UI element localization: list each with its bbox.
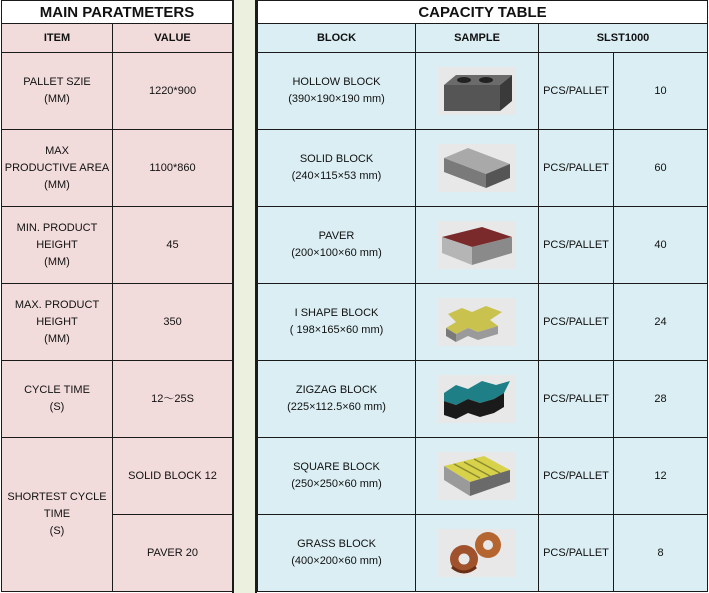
- block-sample: [416, 284, 539, 361]
- param-item: MAX PRODUCTIVE AREA (MM): [2, 130, 113, 207]
- zigzag-block-icon: [438, 375, 516, 423]
- solid-block-icon: [438, 144, 516, 192]
- param-value: 12～25S: [113, 361, 233, 438]
- quantity: 28: [614, 361, 708, 438]
- block-sample: [416, 130, 539, 207]
- block-name: ZIGZAG BLOCK (225×112.5×60 mm): [258, 361, 416, 438]
- main-parameters-table: [1, 0, 233, 592]
- block-sample: [416, 53, 539, 130]
- table-row: [258, 130, 708, 207]
- param-value: 1220*900: [113, 53, 233, 130]
- quantity: 40: [614, 207, 708, 284]
- table-row: [258, 361, 708, 438]
- unit-label: PCS/PALLET: [539, 438, 614, 515]
- quantity: 10: [614, 53, 708, 130]
- table-row: [258, 53, 708, 130]
- header-block: BLOCK: [258, 24, 416, 53]
- hollow-block-icon: [438, 67, 516, 115]
- grass-block-icon: [438, 529, 516, 577]
- param-value: 350: [113, 284, 233, 361]
- header-value: VALUE: [113, 24, 233, 53]
- block-name: HOLLOW BLOCK (390×190×190 mm): [258, 53, 416, 130]
- param-item: MIN. PRODUCT HEIGHT (MM): [2, 207, 113, 284]
- block-sample: [416, 515, 539, 592]
- capacity-title: CAPACITY TABLE: [258, 1, 708, 24]
- quantity: 24: [614, 284, 708, 361]
- param-item-shortest-cycle: SHORTEST CYCLE TIME (S): [2, 438, 113, 592]
- table-row: [258, 284, 708, 361]
- quantity: 60: [614, 130, 708, 207]
- block-name: I SHAPE BLOCK ( 198×165×60 mm): [258, 284, 416, 361]
- quantity: 12: [614, 438, 708, 515]
- block-name: GRASS BLOCK (400×200×60 mm): [258, 515, 416, 592]
- param-value: 45: [113, 207, 233, 284]
- param-value: 1100*860: [113, 130, 233, 207]
- param-item: MAX. PRODUCT HEIGHT (MM): [2, 284, 113, 361]
- unit-label: PCS/PALLET: [539, 515, 614, 592]
- unit-label: PCS/PALLET: [539, 284, 614, 361]
- column-separator: [232, 0, 257, 593]
- table-row: [258, 515, 708, 592]
- block-sample: [416, 361, 539, 438]
- i-shape-block-icon: [438, 298, 516, 346]
- param-item: CYCLE TIME (S): [2, 361, 113, 438]
- unit-label: PCS/PALLET: [539, 207, 614, 284]
- header-item: ITEM: [2, 24, 113, 53]
- capacity-table: [257, 0, 708, 592]
- param-item: PALLET SZIE (MM): [2, 53, 113, 130]
- square-block-icon: [438, 452, 516, 500]
- quantity: 8: [614, 515, 708, 592]
- unit-label: PCS/PALLET: [539, 53, 614, 130]
- param-value-paver: PAVER 20: [113, 515, 233, 592]
- header-model: SLST1000: [539, 24, 708, 53]
- main-parameters-title: MAIN PARATMETERS: [2, 1, 233, 24]
- block-name: SQUARE BLOCK (250×250×60 mm): [258, 438, 416, 515]
- block-sample: [416, 207, 539, 284]
- unit-label: PCS/PALLET: [539, 130, 614, 207]
- unit-label: PCS/PALLET: [539, 361, 614, 438]
- block-sample: [416, 438, 539, 515]
- param-value-solid-block: SOLID BLOCK 12: [113, 438, 233, 515]
- header-sample: SAMPLE: [416, 24, 539, 53]
- block-name: PAVER (200×100×60 mm): [258, 207, 416, 284]
- paver-icon: [438, 221, 516, 269]
- block-name: SOLID BLOCK (240×115×53 mm): [258, 130, 416, 207]
- table-row: [258, 207, 708, 284]
- table-row: [258, 438, 708, 515]
